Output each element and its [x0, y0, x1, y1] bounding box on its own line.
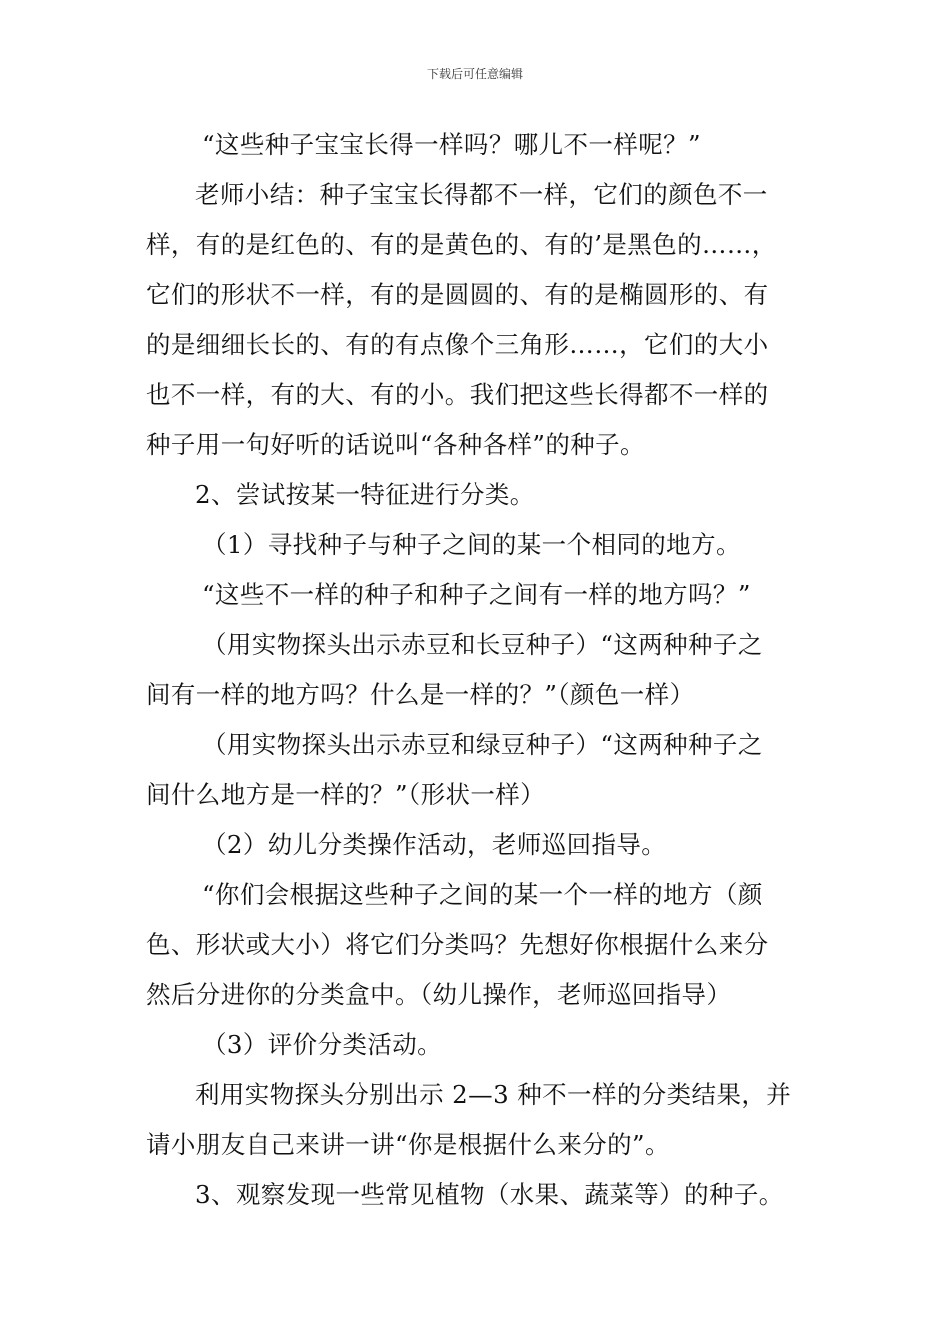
text-line: 色、形状或大小）将它们分类吗？先想好你根据什么来分: [146, 930, 769, 959]
subsection-heading: （2）幼儿分类操作活动，老师巡回指导。: [202, 830, 667, 859]
text-line: 然后分进你的分类盒中。（幼儿操作，老师巡回指导）: [146, 980, 732, 1009]
text-line: （用实物探头出示赤豆和绿豆种子）“这两种种子之: [202, 730, 763, 759]
subsection-heading: （3）评价分类活动。: [202, 1030, 443, 1059]
text-line: 利用实物探头分别出示 2—3 种不一样的分类结果，并: [195, 1080, 792, 1109]
subsection-heading: （1）寻找种子与种子之间的某一个相同的地方。: [202, 530, 741, 559]
text-line: 间有一样的地方吗？什么是一样的？”（颜色一样）: [146, 680, 695, 709]
section-heading: 3、观察发现一些常见植物（水果、蔬菜等）的种子。: [195, 1180, 784, 1209]
text-line: 的是细细长长的、有的有点像个三角形……，它们的大小: [146, 330, 769, 359]
text-line: “这些种子宝宝长得一样吗？哪儿不一样呢？”: [202, 130, 701, 159]
section-heading: 2、尝试按某一特征进行分类。: [195, 480, 535, 509]
page-header: 下载后可任意编辑: [426, 67, 523, 81]
document-body: [146, 120, 810, 1220]
text-line: 也不一样，有的大、有的小。我们把这些长得都不一样的: [146, 380, 769, 409]
text-line: 它们的形状不一样，有的是圆圆的、有的是椭圆形的、有: [146, 280, 769, 309]
text-line: 请小朋友自己来讲一讲“你是根据什么来分的”。: [146, 1130, 670, 1159]
text-line: 种子用一句好听的话说叫“各种各样”的种子。: [146, 430, 645, 459]
text-line: 样，有的是红色的、有的是黄色的、有的’是黑色的……，: [146, 230, 777, 259]
text-line: 间什么地方是一样的？”（形状一样）: [146, 780, 546, 809]
text-line: （用实物探头出示赤豆和长豆种子）“这两种种子之: [202, 630, 763, 659]
text-line: “你们会根据这些种子之间的某一个一样的地方（颜: [202, 880, 763, 909]
text-line: “这些不一样的种子和种子之间有一样的地方吗？”: [202, 580, 751, 609]
text-line: 老师小结：种子宝宝长得都不一样，它们的颜色不一: [195, 180, 768, 209]
